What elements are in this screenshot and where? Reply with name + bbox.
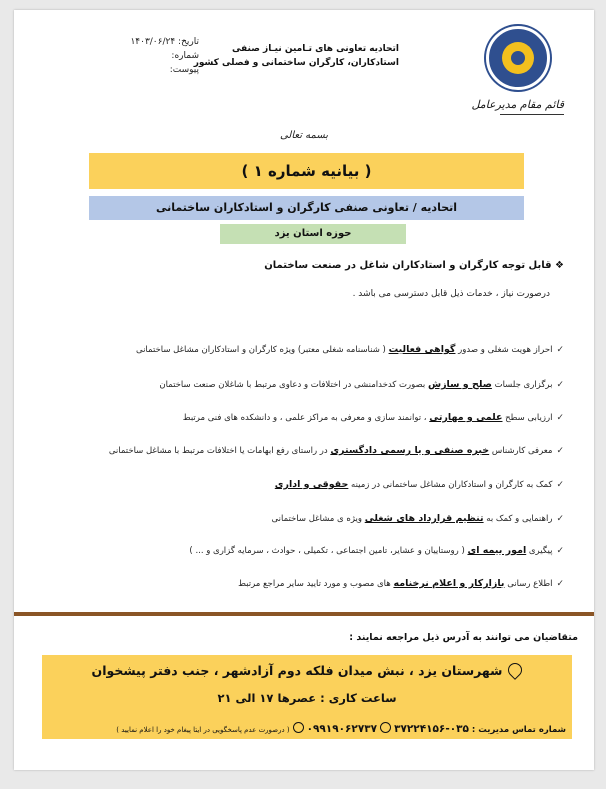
phone-landline[interactable]: ۰۳۵-۳۷۲۲۴۱۵۶ [394, 723, 469, 735]
letter-page [14, 10, 594, 770]
intro-heading: ❖ قابل توجه کارگران و استادکاران شاغل در صنعت ساختمان [264, 260, 564, 271]
contact-line [46, 722, 566, 735]
checkmark-bullet-icon: ✓ [556, 380, 564, 390]
contact-label: شماره تماس مدیریت : [471, 725, 566, 735]
service-highlight: امور بیمه ای [467, 545, 527, 556]
meta-number: شماره: [171, 51, 199, 61]
intro-subtitle: درصورت نیاز ، خدمات ذیل قابل دسترسی می باشد . [352, 289, 550, 299]
list-item: ✓برگزاری جلسات صلح و سازش بصورت کدخدامنشی در اختلافات و دعاوی مرتبط با شاغلان صنعت ساختمان [159, 379, 564, 390]
address-box [42, 655, 572, 717]
checkmark-bullet-icon: ✓ [556, 345, 564, 355]
phone-mobile[interactable]: ۰۹۹۱۹۰۶۲۷۳۷ [306, 723, 378, 735]
phone-icon [380, 722, 391, 733]
service-highlight: خبره صنفی و یا رسمی دادگستری [330, 445, 490, 456]
list-item: ✓ارزیابی سطح علمی و مهارتی ، توانمند سازی و معرفی به مراکز علمی ، و دانشکده های فنی مرتبط [182, 412, 564, 423]
service-highlight: گواهی فعالیت [388, 344, 456, 355]
checkmark-bullet-icon: ✓ [556, 546, 564, 556]
service-highlight: حقوقی و اداری [274, 479, 349, 490]
service-highlight: بازارکار و اعلام نرخنامه [393, 578, 505, 589]
list-item: ✓کمک به کارگران و استادکاران مشاغل ساختمانی در زمینه حقوقی و اداری [274, 479, 564, 490]
section-divider [14, 612, 594, 616]
office-hours: ساعت کاری : عصرها ۱۷ الی ۲۱ [217, 691, 397, 705]
checkmark-bullet-icon: ✓ [556, 480, 564, 490]
contact-box [42, 717, 572, 739]
bismillah: بسمه تعالی [279, 130, 329, 141]
list-item: ✓راهنمایی و کمک به تنظیم قرارداد های شغلی ویژه ی مشاغل ساختمانی [271, 513, 564, 524]
checkmark-bullet-icon: ✓ [556, 579, 564, 589]
meta-date: تاریخ: ۱۴۰۳/۰۶/۲۴ [130, 37, 199, 47]
org-title-line2: استادکاران، کارگران ساختمانی و فصلی کشور [193, 58, 399, 68]
org-title [193, 42, 399, 70]
province-banner: حوزه استان یزد [220, 224, 406, 244]
service-highlight: صلح و سازش [427, 379, 492, 390]
list-item: ✓معرفی کارشناس خبره صنفی و یا رسمی دادگستری در راستای رفع ابهامات یا اختلافات مرتبط با مشاغل ساختمانی [108, 445, 564, 456]
service-highlight: تنظیم قرارداد های شغلی [364, 513, 484, 524]
checkmark-bullet-icon: ✓ [556, 413, 564, 423]
address-line [42, 663, 572, 678]
service-highlight: علمی و مهارتی [429, 412, 503, 423]
logo-caption-underline [500, 114, 564, 115]
eitaa-icon [293, 722, 304, 733]
gear-logo-icon [486, 26, 550, 90]
statement-banner: ( بیانیه شماره ۱ ) [89, 153, 524, 189]
checkmark-bullet-icon: ✓ [556, 514, 564, 524]
list-item: ✓پیگیری امور بیمه ای ( روستاییان و عشایر، تامین اجتماعی ، تکمیلی ، حوادث ، سرمایه گزاری و ... ) [189, 545, 564, 556]
letter-meta [89, 35, 199, 77]
union-banner: اتحادیه / تعاونی صنفی کارگران و استادکاران ساختمانی [89, 196, 524, 220]
applicants-note: متقاضیان می توانند به آدرس ذیل مراجعه نمایند : [349, 632, 578, 643]
meta-attachment: پیوست: [169, 65, 199, 75]
org-title-line1: اتحادیه تعاونی های تـامین نیـاز صنفی [231, 44, 399, 54]
logo-caption: قائم مقام مدیرعامل [471, 98, 564, 111]
list-item: ✓احراز هویت شغلی و صدور گواهی فعالیت ( شناسنامه شغلی معتبر) ویژه کارگران و استادکاران مشاغل ساختمانی [135, 344, 564, 355]
list-item: ✓اطلاع رسانی بازارکار و اعلام نرخنامه های مصوب و مورد تایید سایر مراجع مرتبط [238, 578, 564, 589]
location-pin-icon [506, 660, 526, 680]
address-text: شهرستان یزد ، نبش میدان فلکه دوم آزادشهر ، جنب دفتر پیشخوان [91, 663, 503, 678]
contact-note: ( درصورت عدم پاسخگویی در ایتا پیغام خود را اعلام نمایید ) [116, 726, 290, 734]
checkmark-bullet-icon: ✓ [556, 446, 564, 456]
